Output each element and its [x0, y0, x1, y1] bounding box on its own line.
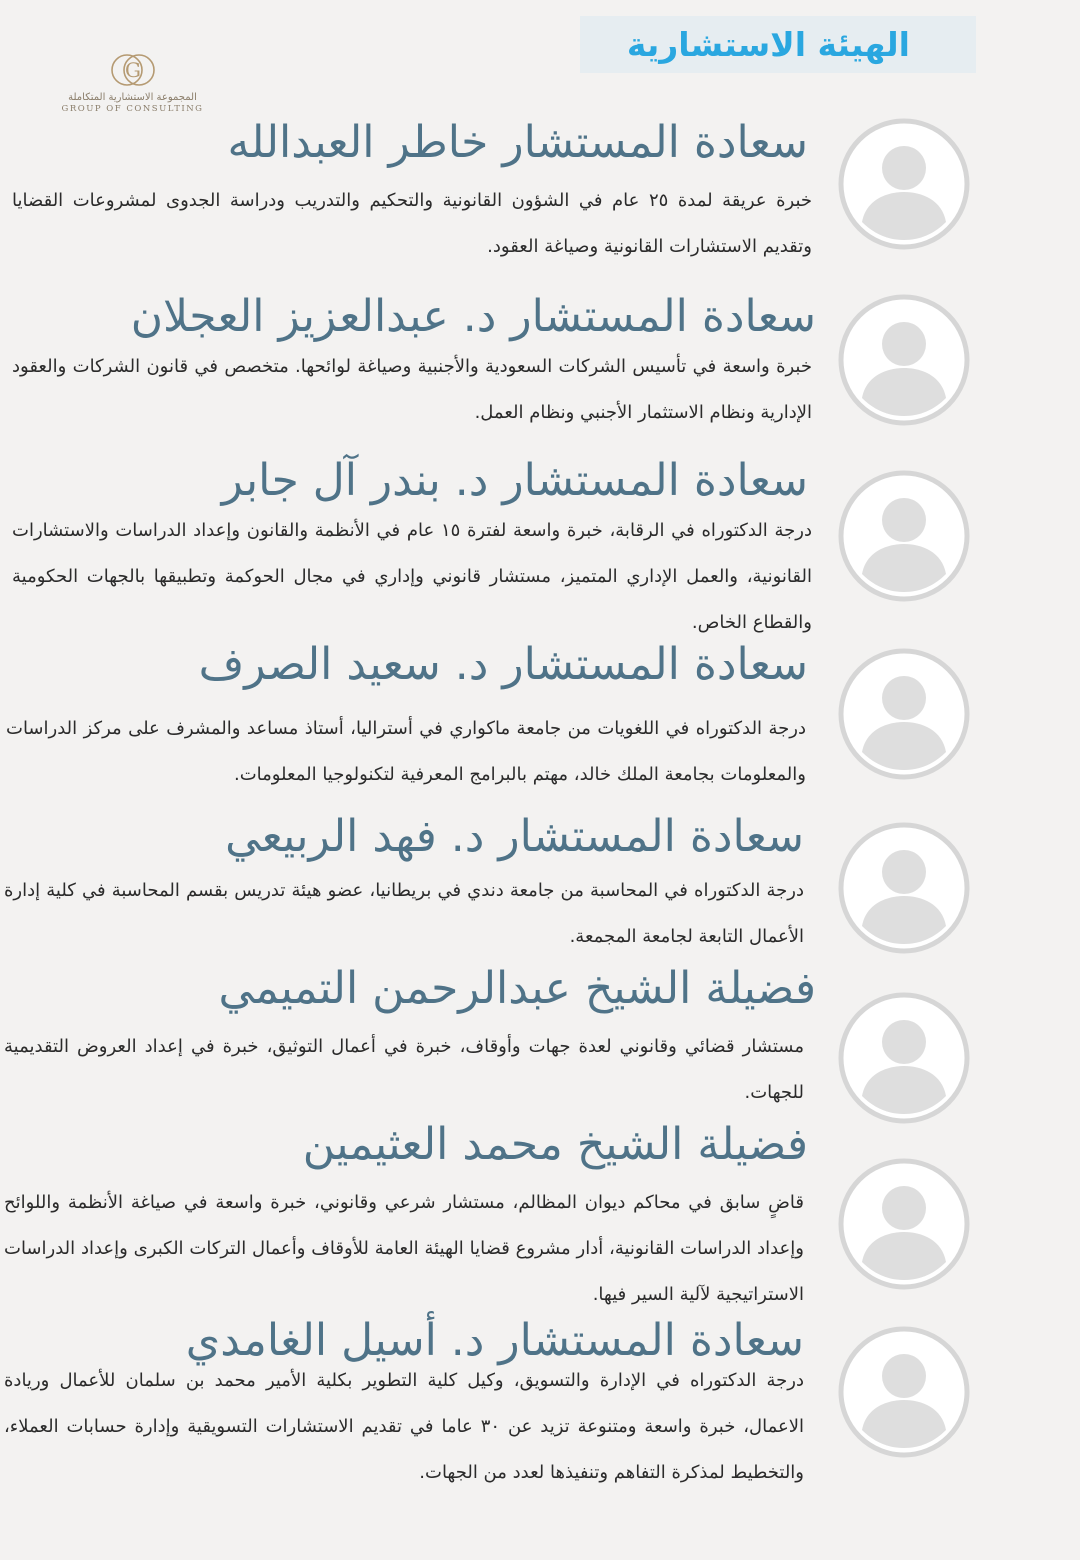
member-name: سعادة المستشار د. أسيل الغامدي [185, 1315, 804, 1366]
avatar [838, 1326, 970, 1458]
avatar [838, 294, 970, 426]
user-placeholder-icon [838, 648, 970, 780]
avatar [838, 822, 970, 954]
logo-letter: G [124, 58, 141, 82]
member-bio: مستشار قضائي وقانوني لعدة جهات وأوقاف، خبرة في أعمال التوثيق، خبرة في إعداد العروض التقديمية للجهات. [4, 1036, 804, 1103]
member-bio: خبرة عريقة لمدة ٢٥ عام في الشؤون القانونية والتحكيم والتدريب ودراسة الجدوى لمشروعات القضايا وتقديم الاستشارات القانونية وصياغة العقود. [12, 190, 813, 257]
user-placeholder-icon [838, 1158, 970, 1290]
member-name: فضيلة الشيخ محمد العثيمين [302, 1119, 808, 1170]
logo-english-text: GROUP OF CONSULTING [61, 104, 204, 114]
user-placeholder-icon [838, 294, 970, 426]
member-name: سعادة المستشار خاطر العبدالله [227, 117, 808, 168]
company-logo [55, 50, 210, 130]
avatar [838, 648, 970, 780]
avatar [838, 1158, 970, 1290]
member-name: سعادة المستشار د. فهد الربيعي [225, 811, 804, 862]
user-placeholder-icon [838, 992, 970, 1124]
member-name: سعادة المستشار د. بندر آل جابر [221, 455, 808, 506]
avatar [838, 992, 970, 1124]
avatar [838, 470, 970, 602]
member-bio: خبرة واسعة في تأسيس الشركات السعودية والأجنبية وصياغة لوائحها. متخصص في قانون الشركات والعقود الإدارية ونظام الاستثمار الأجنبي ونظام العمل. [12, 356, 812, 423]
user-placeholder-icon [838, 470, 970, 602]
member-name: سعادة المستشار د. عبدالعزيز العجلان [130, 291, 816, 342]
user-placeholder-icon [838, 118, 970, 250]
page-header [580, 16, 976, 73]
member-bio: درجة الدكتوراه في المحاسبة من جامعة دندي في بريطانيا، عضو هيئة تدريس بقسم المحاسبة في كلية إدارة الأعمال التابعة لجامعة المجمعة. [4, 880, 804, 947]
member-bio: درجة الدكتوراه في الإدارة والتسويق، وكيل كلية التطوير بكلية الأمير محمد بن سلمان للأعمال وريادة الاعمال، خبرة واسعة ومتنوعة تزيد عن ٣٠ عاما في تقديم الاستشارات التسويقية وإدارة حسابات العملاء، والتخطيط لمذكرة التفاهم وتنفيذها لعدد من الجهات. [4, 1370, 805, 1483]
logo-arabic-text: المجموعة الاستشارية المتكاملة [68, 92, 197, 103]
avatar [838, 118, 970, 250]
member-bio: قاضٍ سابق في محاكم ديوان المظالم، مستشار شرعي وقانوني، خبرة واسعة في صياغة الأنظمة واللوائح وإعداد الدراسات القانونية، أدار مشروع قضايا الهيئة العامة للأوقاف وأعمال التركات الكبرى وإعداد الدراسات الاستراتيجية لآلية السير فيها. [4, 1192, 804, 1305]
member-name: سعادة المستشار د. سعيد الصرف [198, 639, 808, 690]
member-bio: درجة الدكتوراه في اللغويات من جامعة ماكواري في أستراليا، أستاذ مساعد والمشرف على مركز الدراسات والمعلومات بجامعة الملك خالد، مهتم بالبرامج المعرفية لتكنولوجيا المعلومات. [6, 718, 806, 785]
logo-mark-icon [107, 50, 159, 90]
page-title: الهيئة الاستشارية [626, 25, 910, 64]
member-name: فضيلة الشيخ عبدالرحمن التميمي [218, 963, 816, 1014]
user-placeholder-icon [838, 1326, 970, 1458]
user-placeholder-icon [838, 822, 970, 954]
member-bio: درجة الدكتوراه في الرقابة، خبرة واسعة لفترة ١٥ عام في الأنظمة والقانون وإعداد الدراسات والاستشارات القانونية، والعمل الإداري المتميز، مستشار قانوني وإداري في مجال الحوكمة وتطبيقها بالجهات الحكومية والقطاع الخاص. [12, 520, 812, 633]
